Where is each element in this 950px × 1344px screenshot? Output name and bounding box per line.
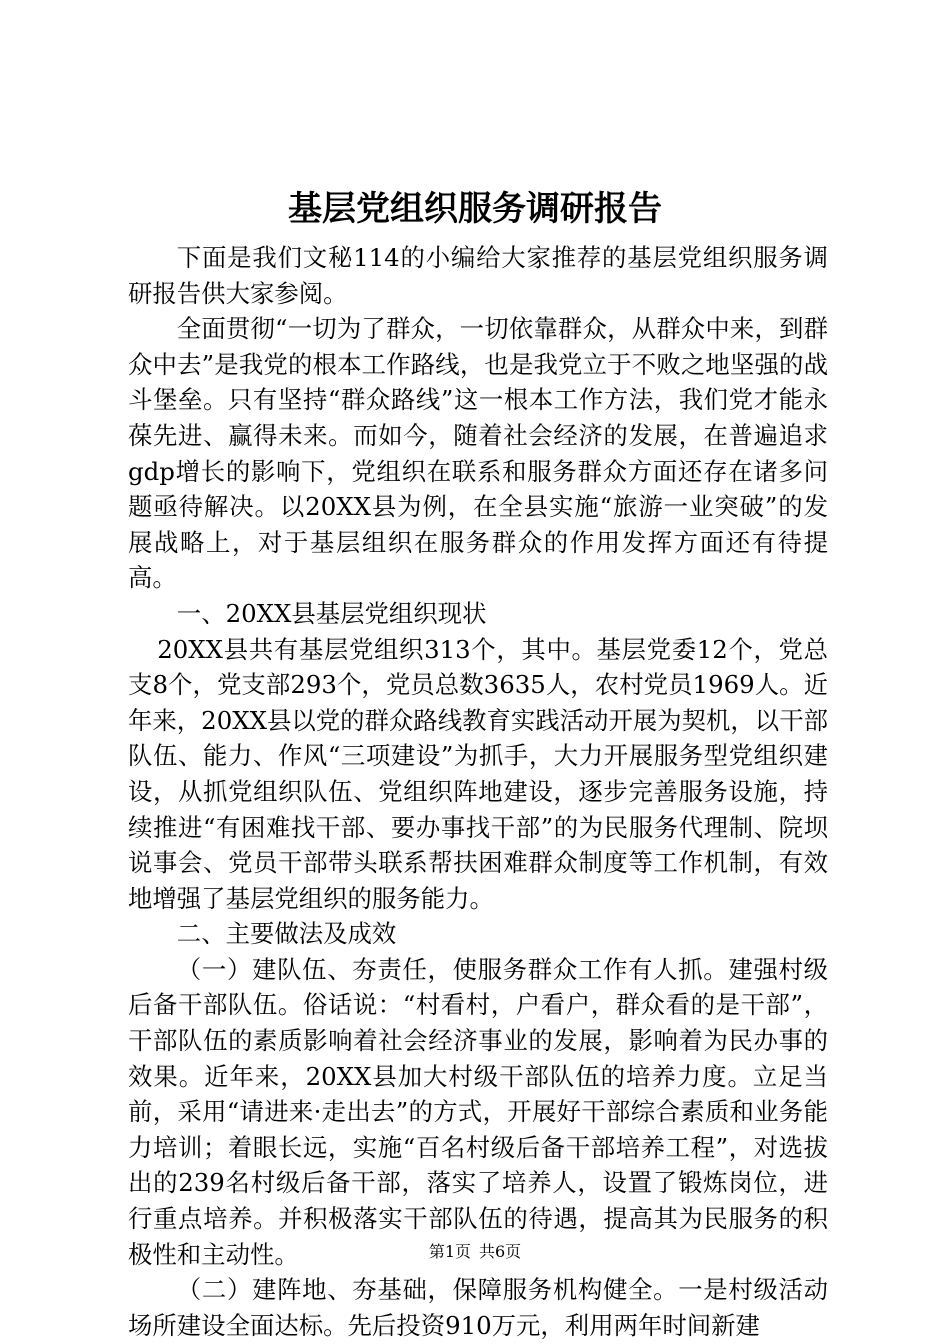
paragraph-status: 20XX县共有基层党组织313个，其中。基层党委12个，党总支8个，党支部293个，党员总数3635人，农村党员1969人。近年来，20XX县以党的群众路线教育实践活动开展为契机，以干部队伍、能力、作风“三项建设”为抓手，大力开展服务型党组织建设，从抓党组织队伍、党组织阵地建设，逐步完善服务设施，持续推进“有困难找干部、要办事找干部”的为民服务代理制、院坝说事会、党员干部带头联系帮扶困难群众制度等工作机制，有效地增强了基层党组织的服务能力。 — [128, 634, 828, 913]
page-total: 共6页 — [479, 1242, 522, 1261]
paragraph-practice-1: （一）建队伍、夯责任，使服务群众工作有人抓。建强村级后备干部队伍。俗话说：“村看村，户看户，群众看的是干部”，干部队伍的素质影响着社会经济事业的发展，影响着为民办事的效果。近年来，20XX县加大村级干部队伍的培养力度。立足当前，采用“请进来·走出去”的方式，开展好干部综合素质和业务能力培训；着眼长远，实施“百名村级后备干部培养工程”，对选拔出的239名村级后备干部，落实了培养人，设置了锻炼岗位，进行重点培养。并积极落实干部队伍的待遇，提高其为民服务的积极性和主动性。 — [128, 954, 828, 1269]
section-heading-practices: 二、主要做法及成效 — [176, 919, 397, 949]
document-title: 基层党组织服务调研报告 — [288, 189, 662, 229]
paragraph-intro: 下面是我们文秘114的小编给大家推荐的基层党组织服务调研报告供大家参阅。 — [128, 243, 828, 308]
section-heading-status: 一、20XX县基层党组织现状 — [176, 598, 487, 628]
paragraph-background: 全面贯彻“一切为了群众，一切依靠群众，从群众中来，到群众中去”是我党的根本工作路线，也是我党立于不败之地坚强的战斗堡垒。只有坚持“群众路线”这一根本工作方法，我们党才能永葆先进、赢得未来。而如今，随着社会经济的发展，在普遍追求gdp增长的影响下，党组织在联系和服务群众方面还存在诸多问题亟待解决。以20XX县为例，在全县实施“旅游一业突破”的发展战略上，对于基层组织在服务群众的作用发挥方面还有待提高。 — [128, 314, 828, 593]
page-footer — [0, 1241, 950, 1263]
paragraph-practice-2: （二）建阵地、夯基础，保障服务机构健全。一是村级活动场所建设全面达标。先后投资910万元，利用两年时间新建 — [128, 1275, 828, 1340]
document-body — [128, 240, 828, 1343]
page-number: 第1页 — [428, 1242, 471, 1261]
